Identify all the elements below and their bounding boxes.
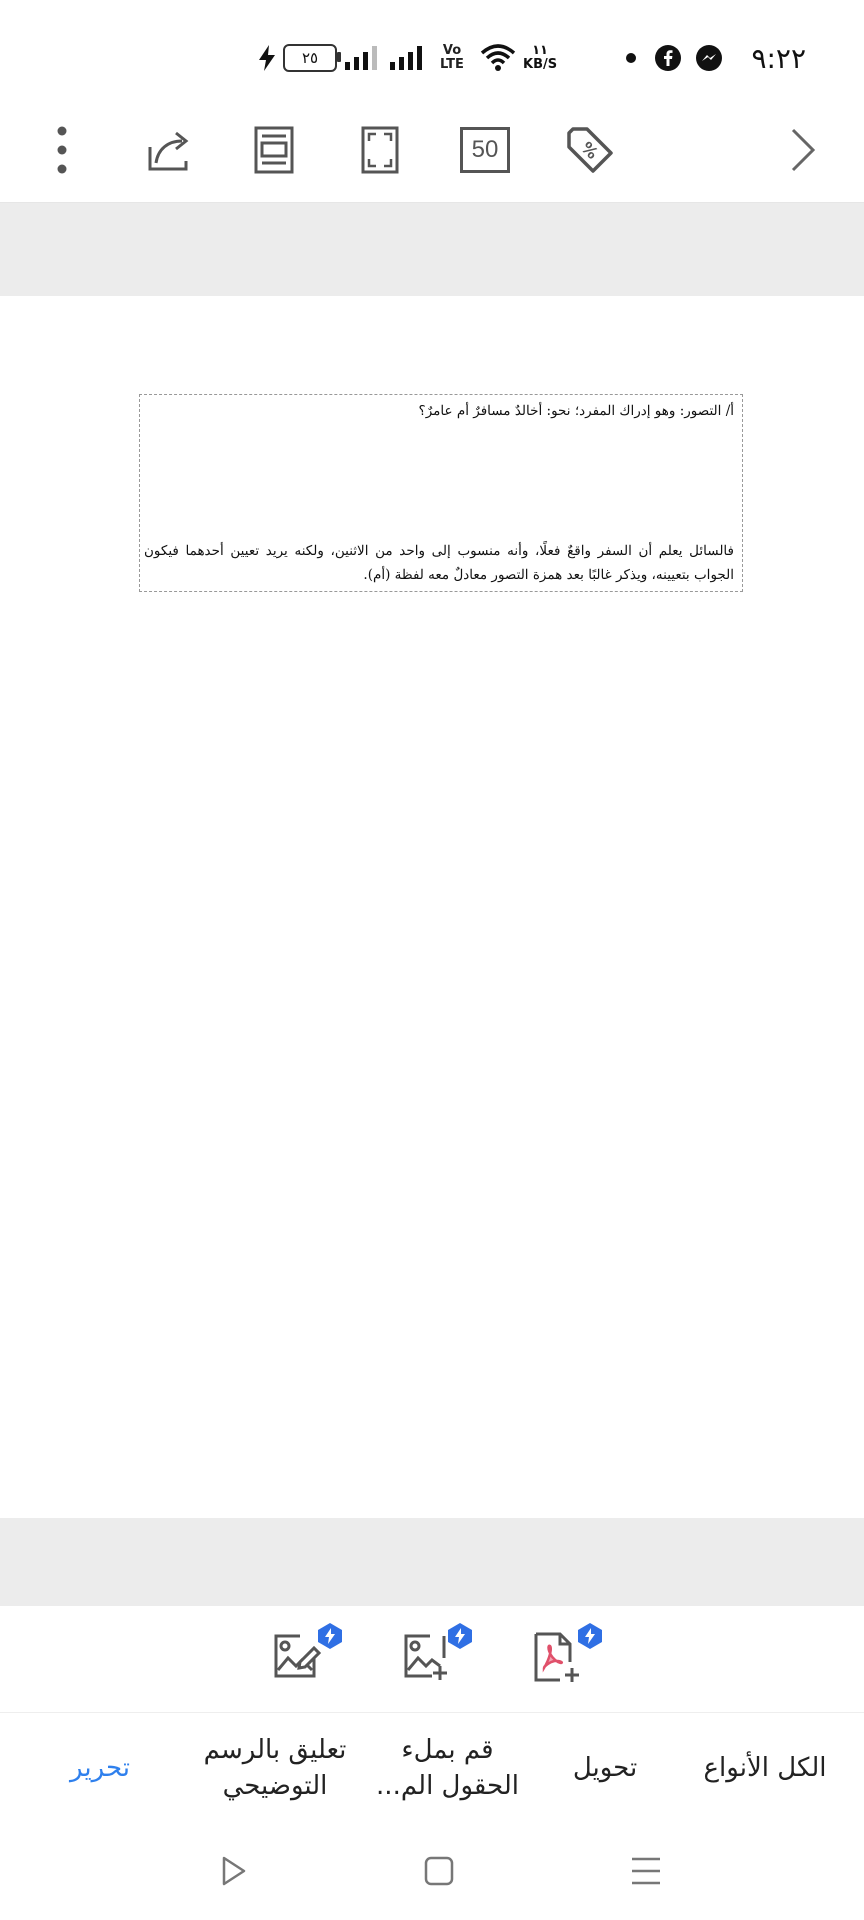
viewer-top-band	[0, 203, 864, 296]
add-pdf-icon[interactable]	[530, 1630, 590, 1690]
signal-icon	[343, 40, 383, 76]
network-speed-unit: KB/S	[523, 57, 558, 72]
charging-icon	[256, 40, 278, 76]
battery-icon: ٢٥	[283, 44, 337, 72]
tab-annotate-line2: التوضيحي	[222, 1771, 328, 1801]
system-nav-bar	[0, 1824, 864, 1920]
zoom-label: 50	[460, 127, 510, 173]
signal-icon	[388, 40, 428, 76]
discount-tag-icon[interactable]	[560, 120, 620, 180]
lightning-badge-icon	[446, 1622, 474, 1650]
network-speed	[523, 44, 557, 72]
lightning-badge-icon	[576, 1622, 604, 1650]
tab-fill-fields[interactable]	[370, 1712, 525, 1824]
text-paragraph: فالسائل يعلم أن السفر واقعٌ فعلًا، وأنه منسوب إلى واحد من الاثنين، ولكنه يريد تعيين أحدهما فيكون الجواب بتعيينه، ويذكر غالبًا بعد همزة التصور معادلٌ معه لفظة (أم).	[144, 543, 734, 583]
tab-annotate-line1: تعليق بالرسم	[203, 1735, 347, 1765]
top-toolbar	[0, 100, 864, 203]
dot-icon	[625, 40, 637, 76]
tab-convert[interactable]: تحويل	[572, 1753, 638, 1783]
tab-annotate[interactable]	[185, 1712, 365, 1824]
more-icon[interactable]	[32, 120, 92, 180]
tab-fill-line1: قم بملء	[401, 1735, 494, 1765]
text-box[interactable]	[139, 394, 743, 592]
home-square-icon[interactable]	[414, 1846, 464, 1896]
bottom-tabs	[0, 1712, 864, 1824]
lightning-badge-icon	[316, 1622, 344, 1650]
tab-edit[interactable]: تحرير	[70, 1753, 130, 1783]
share-icon[interactable]	[138, 120, 198, 180]
zoom-50-icon[interactable]	[455, 120, 515, 180]
svg-text:%: %	[577, 137, 603, 163]
viewer-bottom-band	[0, 1518, 864, 1606]
menu-icon[interactable]	[621, 1846, 671, 1896]
facebook-icon	[654, 40, 682, 76]
tools-row	[0, 1606, 864, 1713]
chevron-right-icon[interactable]	[772, 120, 832, 180]
network-speed-value: ١١	[532, 43, 548, 58]
wifi-icon	[480, 40, 516, 76]
status-time: ٩:٢٢	[751, 41, 806, 75]
text-line-1: أ/ التصور: وهو إدراك المفرد؛ نحو: أخالدٌ مسافرٌ أم عامرٌ؟	[418, 403, 734, 419]
add-image-icon[interactable]	[400, 1630, 460, 1690]
messenger-icon	[695, 40, 723, 76]
tab-fill-line2: الحقول الم...	[376, 1771, 519, 1801]
volte-label: Vo LTE	[440, 43, 464, 72]
tab-all-types[interactable]: الكل الأنواع	[703, 1753, 827, 1783]
page-layout-icon[interactable]	[244, 120, 304, 180]
back-triangle-icon[interactable]	[208, 1846, 258, 1896]
fullscreen-icon[interactable]	[350, 120, 410, 180]
annotate-image-icon[interactable]	[270, 1630, 330, 1690]
status-bar	[0, 0, 864, 100]
